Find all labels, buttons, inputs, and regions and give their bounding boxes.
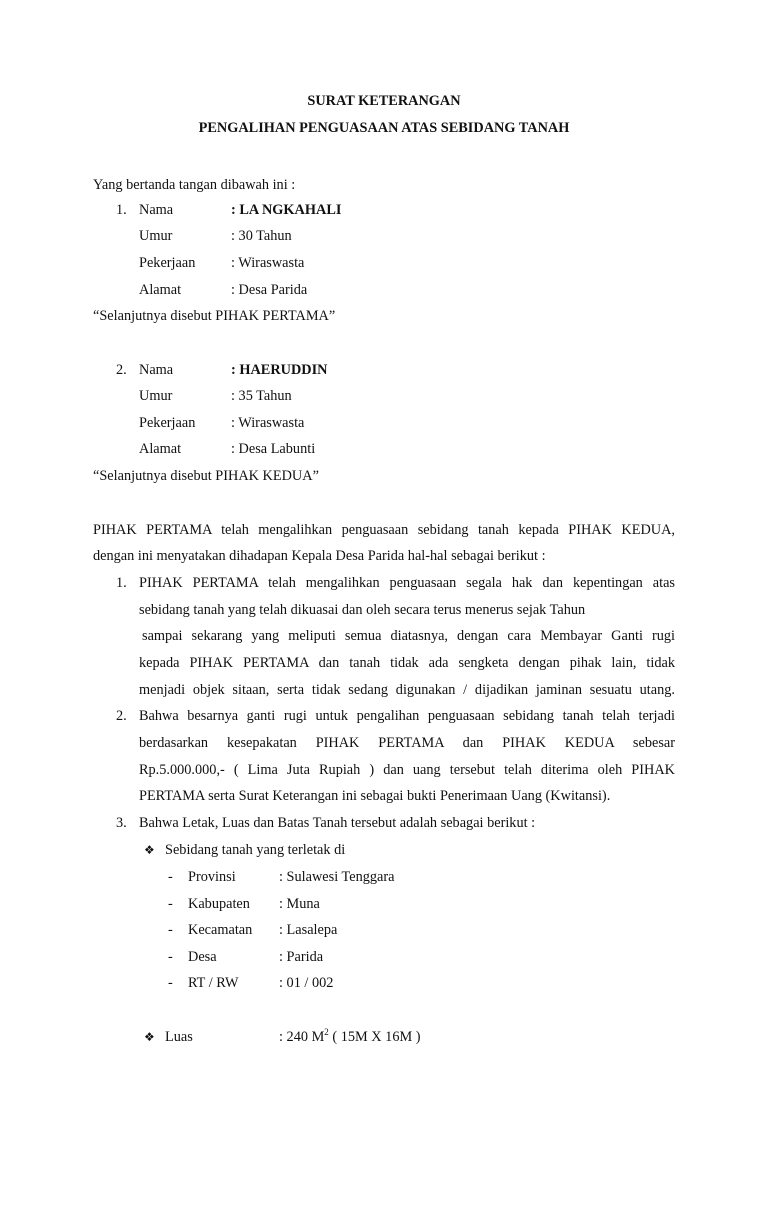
statement-line-2: dengan ini menyatakan dihadapan Kepala Desa Parida hal-hal sebagai berikut : bbox=[93, 548, 546, 564]
diamond-bullet-icon: ❖ bbox=[144, 843, 155, 857]
point1-line-2: sebidang tanah yang telah dikuasai dan oleh secara terus menerus sejak Tahun bbox=[139, 602, 586, 618]
party2-label-nama: Nama bbox=[139, 362, 174, 378]
point3-number: 3. bbox=[116, 815, 127, 831]
land-dash: - bbox=[168, 896, 173, 912]
party1-number: 1. bbox=[116, 202, 127, 218]
point2-line-4: PERTAMA serta Surat Keterangan ini sebagai bukti Penerimaan Uang (Kwitansi). bbox=[139, 788, 611, 804]
land-label-rtrw: RT / RW bbox=[188, 975, 239, 991]
luas-dimensions: ( 15M X 16M ) bbox=[328, 1029, 421, 1045]
party2-label-pekerjaan: Pekerjaan bbox=[139, 415, 196, 431]
party2-alias: “Selanjutnya disebut PIHAK KEDUA” bbox=[93, 468, 319, 484]
luas-amount: : 240 M bbox=[279, 1029, 325, 1045]
land-label-kabupaten: Kabupaten bbox=[188, 896, 250, 912]
land-dash: - bbox=[168, 922, 173, 938]
point1-line-1: PIHAK PERTAMA telah mengalihkan penguasaan segala hak dan kepentingan atas bbox=[139, 575, 675, 591]
point2-line-3: Rp.5.000.000,- ( Lima Juta Rupiah ) dan uang tersebut telah diterima oleh PIHAK bbox=[139, 762, 675, 778]
statement-line-1: PIHAK PERTAMA telah mengalihkan penguasaan sebidang tanah kepada PIHAK KEDUA, bbox=[93, 522, 675, 538]
party1-label-nama: Nama bbox=[139, 202, 174, 218]
party1-label-alamat: Alamat bbox=[139, 282, 182, 298]
point2-line-2: berdasarkan kesepakatan PIHAK PERTAMA dan PIHAK KEDUA sebesar bbox=[139, 735, 675, 751]
party1-value-pekerjaan: : Wiraswasta bbox=[231, 255, 305, 271]
party1-value-alamat: : Desa Parida bbox=[231, 282, 308, 298]
party2-value-nama: : HAERUDDIN bbox=[231, 362, 328, 378]
point1-number: 1. bbox=[116, 575, 127, 591]
luas-superscript: 2 bbox=[324, 1027, 329, 1037]
point2-number: 2. bbox=[116, 708, 127, 724]
point1-line-5: menjadi objek sitaan, serta tidak sedang digunakan / dijadikan jaminan sesuatu utang. bbox=[139, 682, 675, 698]
land-value-kabupaten: : Muna bbox=[279, 896, 320, 912]
party1-label-pekerjaan: Pekerjaan bbox=[139, 255, 196, 271]
party2-value-umur: : 35 Tahun bbox=[231, 388, 292, 404]
party1-value-umur: : 30 Tahun bbox=[231, 228, 292, 244]
party2-value-alamat: : Desa Labunti bbox=[231, 441, 316, 457]
land-dash: - bbox=[168, 975, 173, 991]
land-value-kecamatan: : Lasalepa bbox=[279, 922, 338, 938]
diamond-bullet-icon: ❖ bbox=[144, 1030, 155, 1044]
land-dash: - bbox=[168, 949, 173, 965]
land-label-provinsi: Provinsi bbox=[188, 869, 236, 885]
point3-line-1: Bahwa Letak, Luas dan Batas Tanah tersebut adalah sebagai berikut : bbox=[139, 815, 536, 831]
point2-line-1: Bahwa besarnya ganti rugi untuk pengalihan penguasaan sebidang tanah telah terjadi bbox=[139, 708, 675, 724]
intro-text: Yang bertanda tangan dibawah ini : bbox=[93, 177, 296, 193]
luas-value bbox=[279, 1028, 421, 1046]
land-label-desa: Desa bbox=[188, 949, 217, 965]
luas-label: Luas bbox=[165, 1029, 193, 1045]
land-value-provinsi: : Sulawesi Tenggara bbox=[279, 869, 395, 885]
land-value-rtrw: : 01 / 002 bbox=[279, 975, 334, 991]
party2-label-umur: Umur bbox=[139, 388, 173, 404]
land-heading: Sebidang tanah yang terletak di bbox=[165, 842, 346, 858]
party1-label-umur: Umur bbox=[139, 228, 173, 244]
party1-alias: “Selanjutnya disebut PIHAK PERTAMA” bbox=[93, 308, 336, 324]
point1-line-3: sampai sekarang yang meliputi semua diatasnya, dengan cara Membayar Ganti rugi bbox=[142, 628, 675, 644]
party1-value-nama: : LA NGKAHALI bbox=[231, 202, 342, 218]
document-subtitle: PENGALIHAN PENGUASAAN ATAS SEBIDANG TANAH bbox=[198, 120, 570, 136]
party2-number: 2. bbox=[116, 362, 127, 378]
party2-value-pekerjaan: : Wiraswasta bbox=[231, 415, 305, 431]
document-title: SURAT KETERANGAN bbox=[307, 93, 461, 109]
land-label-kecamatan: Kecamatan bbox=[188, 922, 253, 938]
land-dash: - bbox=[168, 869, 173, 885]
party2-label-alamat: Alamat bbox=[139, 441, 182, 457]
land-value-desa: : Parida bbox=[279, 949, 324, 965]
point1-line-4: kepada PIHAK PERTAMA dan tanah tidak ada sengketa dengan pihak lain, tidak bbox=[139, 655, 675, 671]
